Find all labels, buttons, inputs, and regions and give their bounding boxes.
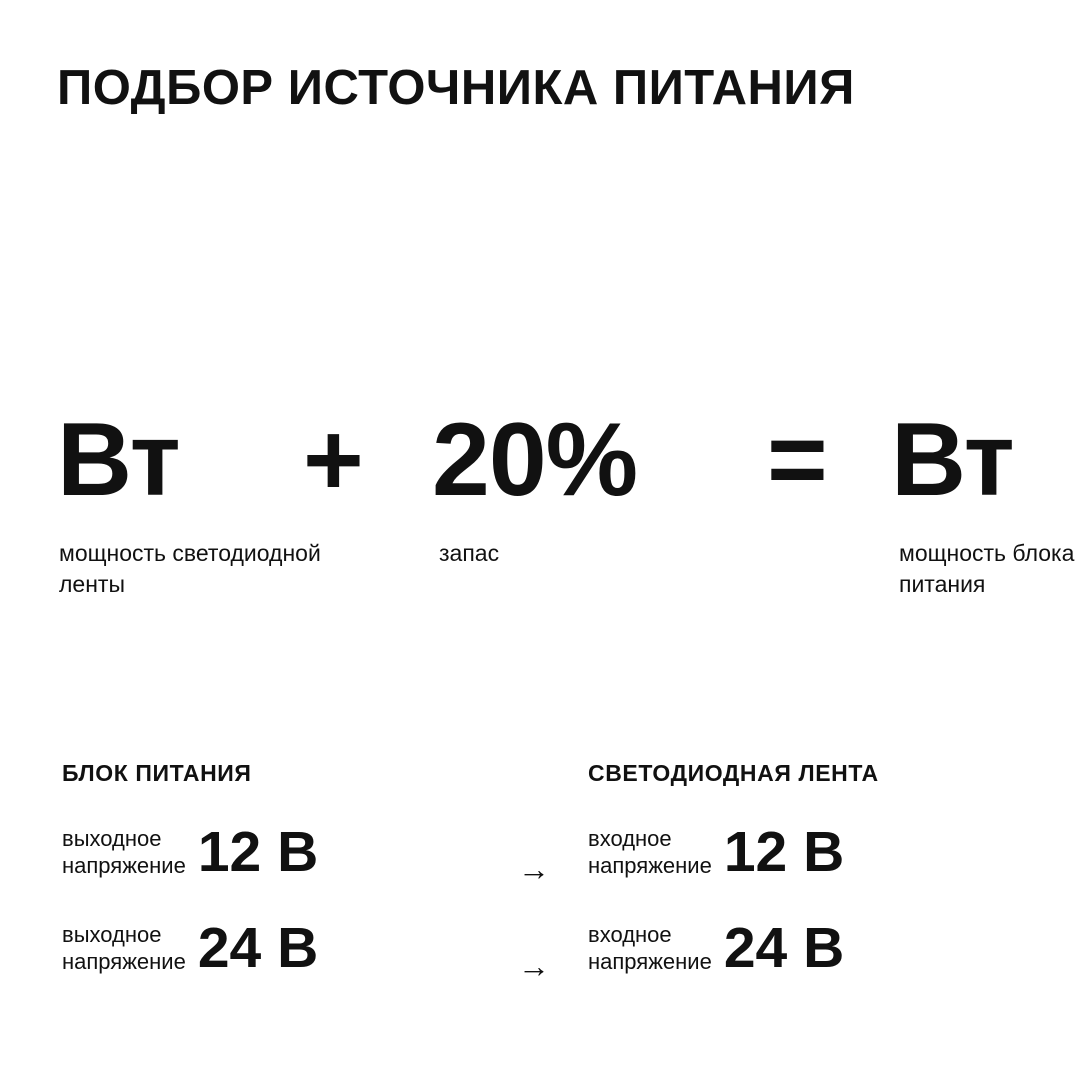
formula-caption-middle: запас: [439, 540, 500, 566]
led-strip-heading: СВЕТОДИОДНАЯ ЛЕНТА: [588, 760, 879, 786]
power-supply-value-12v: 12 В: [197, 820, 319, 884]
formula-term-right: Вт: [891, 402, 1014, 518]
formula-equals-operator: =: [767, 402, 827, 518]
power-supply-label-24v: выходное напряжение: [62, 922, 186, 974]
page-title: ПОДБОР ИСТОЧНИКА ПИТАНИЯ: [57, 61, 855, 115]
formula-caption-right: мощность блока питания: [899, 540, 1075, 597]
led-strip-value-12v: 12 В: [723, 820, 845, 884]
led-strip-label-12v: входное напряжение: [588, 826, 712, 878]
power-supply-row-24v: [62, 909, 532, 987]
formula-term-middle: 20%: [432, 402, 638, 518]
power-supply-row-12v: [62, 813, 532, 891]
power-supply-heading: БЛОК ПИТАНИЯ: [62, 760, 252, 786]
led-strip-row-12v: [588, 813, 1058, 891]
power-supply-value-24v: 24 В: [197, 916, 319, 980]
formula-caption-left: мощность светодиодной ленты: [59, 540, 321, 597]
led-strip-row-24v: [588, 909, 1058, 987]
power-formula: [57, 402, 1075, 648]
power-supply-label-12v: выходное напряжение: [62, 826, 186, 878]
formula-row: [57, 402, 1023, 518]
led-strip-label-24v: входное напряжение: [588, 922, 712, 974]
led-strip-value-24v: 24 В: [723, 916, 845, 980]
arrow-right-icon-24v: →: [518, 948, 550, 984]
led-strip-column: [588, 760, 1058, 1005]
power-supply-column: [62, 760, 532, 1005]
formula-term-left: Вт: [57, 402, 180, 518]
arrow-right-icon-12v: →: [518, 851, 550, 887]
formula-plus-operator: +: [303, 402, 363, 518]
